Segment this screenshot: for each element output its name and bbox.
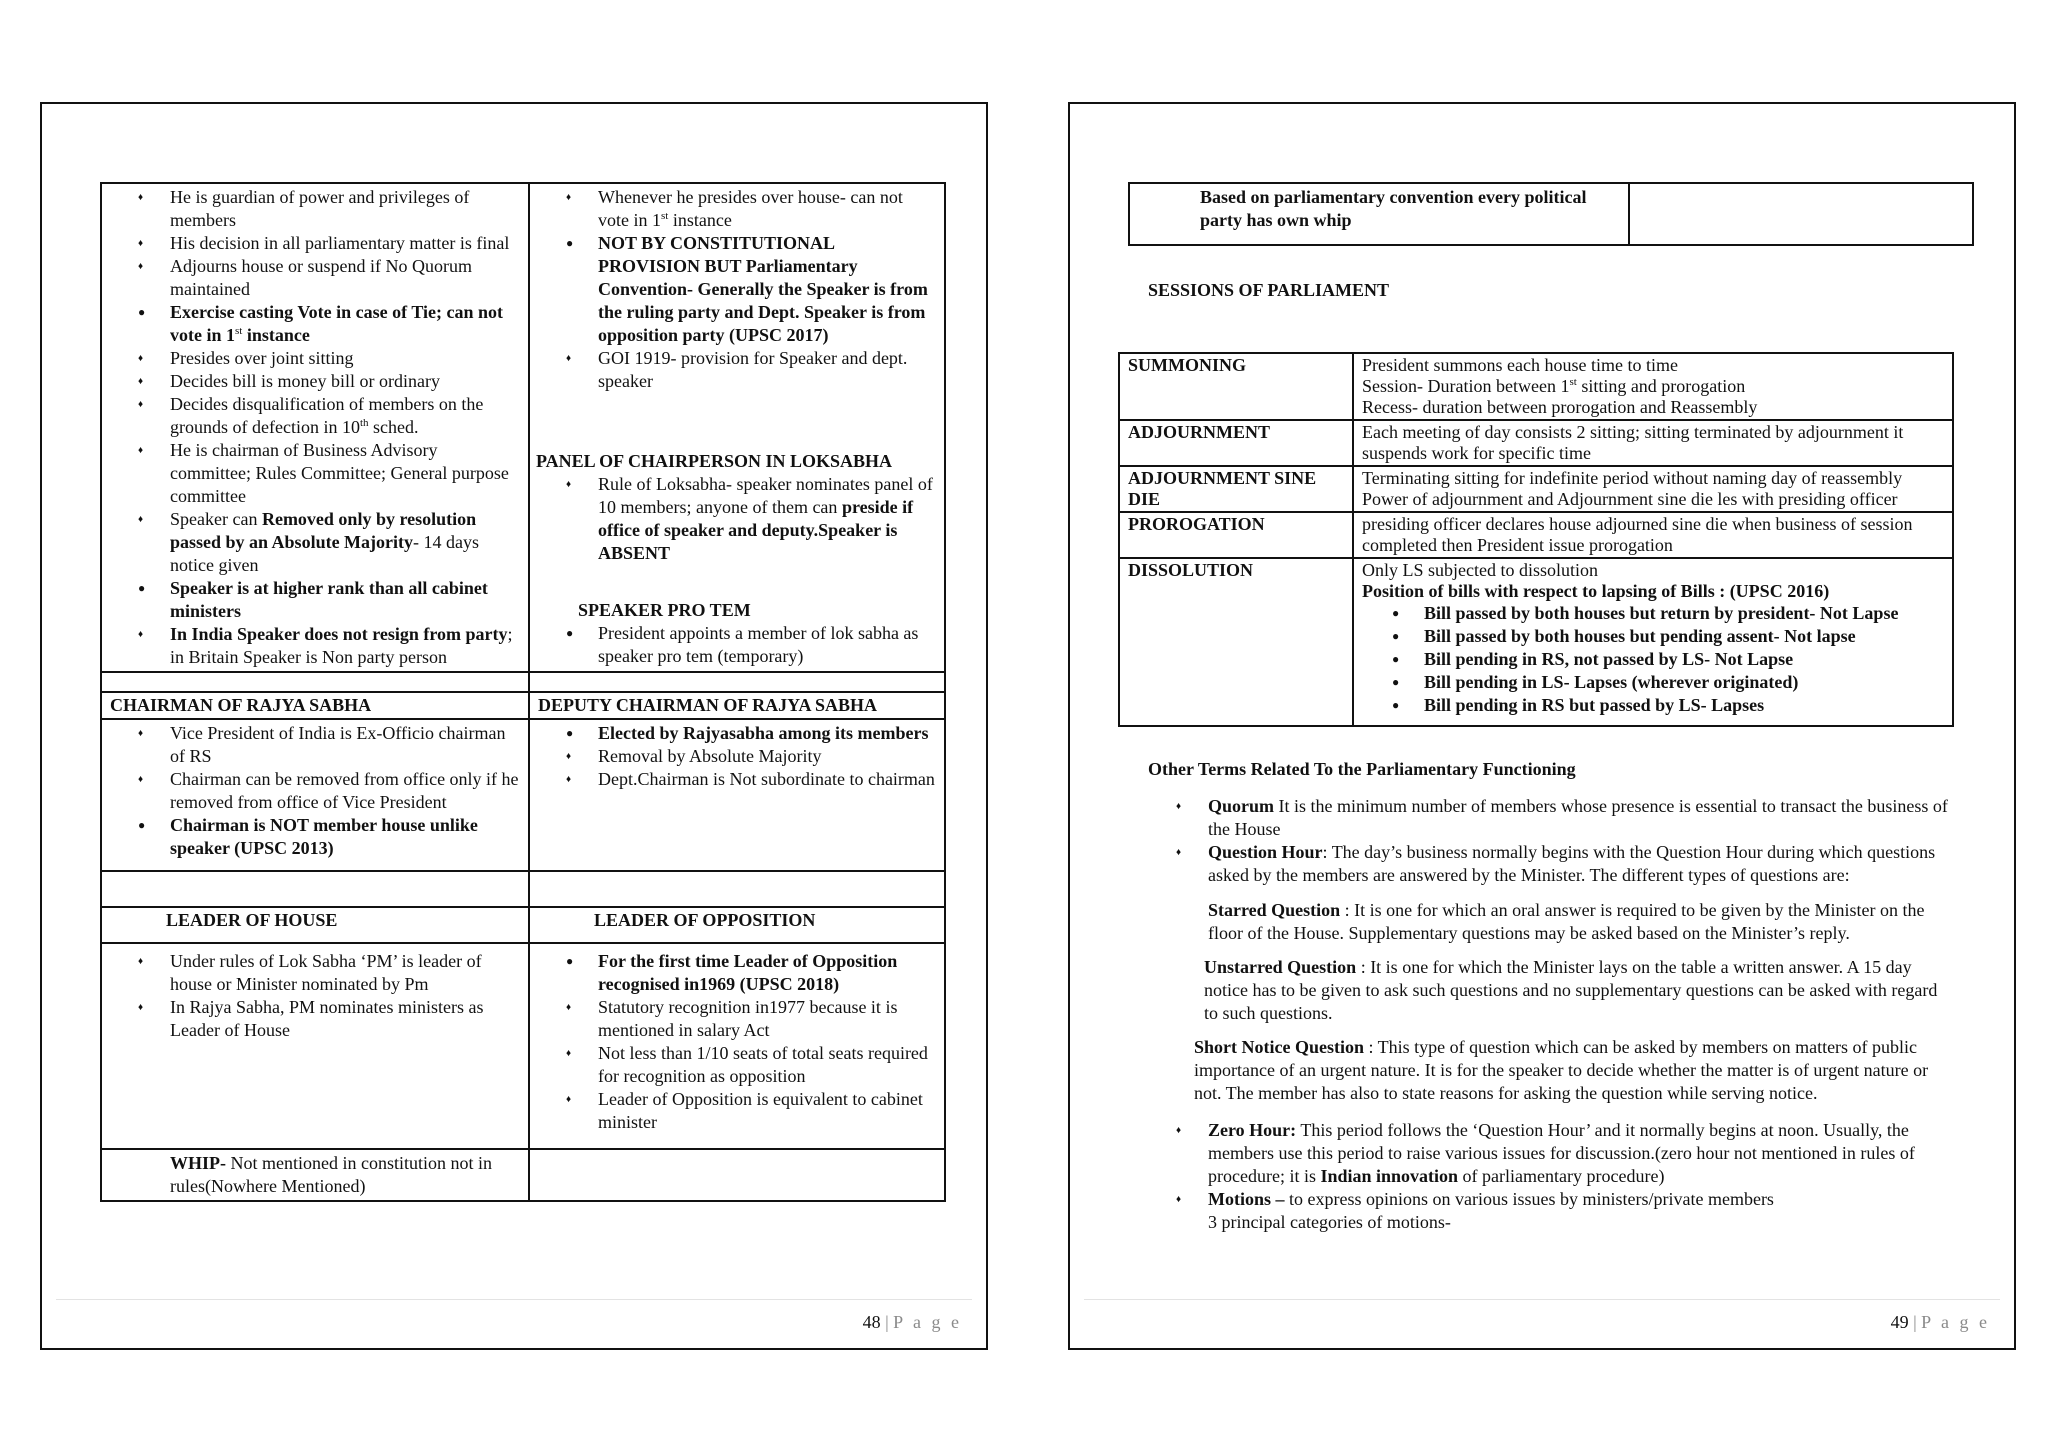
session-description: President summons each house time to time Session- Duration between 1st sitting and prorogation Recess- duration between prorogation and Reassembly <box>1353 353 1953 420</box>
session-term: ADJOURNMENT <box>1119 420 1353 466</box>
list-item: ♦ His decision in all parliamentary matter is final <box>170 232 522 255</box>
leader-of-opposition-cell <box>529 943 945 1149</box>
leader-of-opposition-list <box>536 950 938 1134</box>
list-item: ♦ Zero Hour: This period follows the ‘Question Hour’ and it normally begins at noon. Usually, the members use this period to raise various issues for discussion.(zero hour not mentioned in rules of procedure; it is Indian innovation of parliamentary procedure) <box>1208 1119 1948 1188</box>
list-item: ♦ Decides bill is money bill or ordinary <box>170 370 522 393</box>
list-item: ♦ Rule of Loksabha- speaker nominates panel of 10 members; anyone of them can preside if office of speaker and deputy.Speaker is ABSENT <box>598 473 938 565</box>
list-item: ● Bill pending in RS but passed by LS- Lapses <box>1424 694 1944 717</box>
other-terms-section <box>1148 758 1948 1246</box>
speaker-powers-list <box>108 186 522 669</box>
session-description: Terminating sitting for indefinite period without naming day of reassembly Power of adjournment and Adjournment sine die les with presiding officer <box>1353 466 1953 512</box>
leader-of-house-cell <box>101 943 529 1149</box>
whip-convention-cell: Based on parliamentary convention every political party has own whip <box>1129 183 1629 245</box>
empty-cell <box>101 871 529 907</box>
list-item: ♦ Dept.Chairman is Not subordinate to chairman <box>598 768 938 791</box>
sessions-table <box>1118 352 1954 727</box>
list-item: ● Speaker is at higher rank than all cabinet ministers <box>170 577 522 623</box>
chairman-rs-title: CHAIRMAN OF RAJYA SABHA <box>101 692 529 719</box>
list-item: ♦ Statutory recognition in1977 because it is mentioned in salary Act <box>598 996 938 1042</box>
empty-cell <box>1629 183 1973 245</box>
empty-cell <box>529 1149 945 1201</box>
list-item: ♦ Speaker can Removed only by resolution passed by an Absolute Majority- 14 days notice given <box>170 508 522 577</box>
whip-convention-table <box>1128 182 1974 246</box>
empty-cell <box>101 672 529 692</box>
list-item: ● For the first time Leader of Opposition recognised in1969 (UPSC 2018) <box>598 950 938 996</box>
leader-of-opposition-title: LEADER OF OPPOSITION <box>529 907 945 943</box>
list-item: ♦ In Rajya Sabha, PM nominates ministers as Leader of House <box>170 996 522 1042</box>
list-item: ♦ Not less than 1/10 seats of total seats required for recognition as opposition <box>598 1042 938 1088</box>
list-item: ♦ Under rules of Lok Sabha ‘PM’ is leader of house or Minister nominated by Pm <box>170 950 522 996</box>
empty-cell <box>529 871 945 907</box>
deputy-chairman-rs-cell <box>529 719 945 871</box>
list-item: ● NOT BY CONSTITUTIONAL PROVISION BUT Parliamentary Convention- Generally the Speaker is from the ruling party and Dept. Speaker is from opposition party (UPSC 2017) <box>598 232 938 347</box>
empty-cell <box>529 672 945 692</box>
list-item: ♦ He is chairman of Business Advisory committee; Rules Committee; General purpose committee <box>170 439 522 508</box>
page-number-49: 49 | P a g e <box>1890 1312 1990 1332</box>
list-item: ♦ Removal by Absolute Majority <box>598 745 938 768</box>
list-item: ● Exercise casting Vote in case of Tie; can not vote in 1st instance <box>170 301 522 347</box>
chairman-rs-list <box>108 722 522 860</box>
session-term: ADJOURNMENT SINE DIE <box>1119 466 1353 512</box>
leader-of-house-title: LEADER OF HOUSE <box>101 907 529 943</box>
list-item: ♦ Adjourns house or suspend if No Quorum maintained <box>170 255 522 301</box>
page-number-48: 48 | P a g e <box>862 1312 962 1332</box>
session-term: PROROGATION <box>1119 512 1353 558</box>
other-terms-title: Other Terms Related To the Parliamentary Functioning <box>1148 759 1576 779</box>
list-item: ● President appoints a member of lok sabha as speaker pro tem (temporary) <box>598 622 938 668</box>
deputy-chairman-rs-list <box>536 722 938 791</box>
other-terms-list <box>1148 795 1948 887</box>
footer-divider <box>56 1299 972 1300</box>
list-item: ● Bill pending in RS, not passed by LS- Not Lapse <box>1424 648 1944 671</box>
session-description: Each meeting of day consists 2 sitting; sitting terminated by adjournment it suspends work for specific time <box>1353 420 1953 466</box>
leader-of-house-list <box>108 950 522 1042</box>
sessions-title: SESSIONS OF PARLIAMENT <box>1148 280 1390 300</box>
list-item: ♦ Decides disqualification of members on the grounds of defection in 10th sched. <box>170 393 522 439</box>
list-item: ♦ Leader of Opposition is equivalent to cabinet minister <box>598 1088 938 1134</box>
chairman-rs-cell <box>101 719 529 871</box>
page-48 <box>40 102 988 1350</box>
list-item: ♦ Motions – to express opinions on various issues by ministers/private members 3 principal categories of motions- <box>1208 1188 1948 1234</box>
list-item: ● Bill passed by both houses but pending assent- Not lapse <box>1424 625 1944 648</box>
bill-lapse-list <box>1362 602 1944 717</box>
page-49 <box>1068 102 2016 1350</box>
procedure-list <box>1148 1119 1948 1234</box>
list-item: ● Chairman is NOT member house unlike speaker (UPSC 2013) <box>170 814 522 860</box>
list-item: ● Elected by Rajyasabha among its members <box>598 722 938 745</box>
panel-chairperson-list <box>536 473 938 565</box>
session-description: Only LS subjected to dissolution Position of bills with respect to lapsing of Bills : (UPSC 2016) ● Bill passed by both houses but return by president- Not Lapse ● Bill passed by both houses but pending assent- Not lapse ● Bill pending in RS, not passed by LS- Not Lapse ● Bill pending in LS- Lapses (wherever originated) ● Bill pending in RS but passed by LS- Lapses <box>1353 558 1953 726</box>
deputy-speaker-list <box>536 186 938 393</box>
speaker-powers-cell <box>101 183 529 672</box>
speaker-pro-tem-title: SPEAKER PRO TEM <box>578 600 751 620</box>
list-item: ● Bill passed by both houses but return by president- Not Lapse <box>1424 602 1944 625</box>
starred-question-paragraph: Starred Question : It is one for which an oral answer is required to be given by the Minister on the floor of the House. Supplementary questions may be asked based on the Minister’s reply. <box>1208 900 1925 943</box>
list-item: ♦ Chairman can be removed from office only if he removed from office of Vice President <box>170 768 522 814</box>
list-item: ♦ Quorum It is the minimum number of members whose presence is essential to transact the business of the House <box>1208 795 1948 841</box>
list-item: ♦ He is guardian of power and privileges of members <box>170 186 522 232</box>
whip-text: WHIP- Not mentioned in constitution not in rules(Nowhere Mentioned) <box>170 1153 492 1196</box>
deputy-speaker-cell <box>529 183 945 672</box>
session-term: DISSOLUTION <box>1119 558 1353 726</box>
unstarred-question-paragraph: Unstarred Question : It is one for which the Minister lays on the table a written answer. A 15 day notice has to be given to ask such questions and no supplementary questions can be asked with regard to such questions. <box>1204 957 1938 1023</box>
list-item: ● Bill pending in LS- Lapses (wherever originated) <box>1424 671 1944 694</box>
deputy-chairman-rs-title: DEPUTY CHAIRMAN OF RAJYA SABHA <box>529 692 945 719</box>
panel-chairperson-title: PANEL OF CHAIRPERSON IN LOKSABHA <box>536 451 893 471</box>
list-item: ♦ Whenever he presides over house- can not vote in 1st instance <box>598 186 938 232</box>
speaker-table <box>100 182 946 1202</box>
session-term: SUMMONING <box>1119 353 1353 420</box>
list-item: ♦ GOI 1919- provision for Speaker and dept. speaker <box>598 347 938 393</box>
whip-cell <box>101 1149 529 1201</box>
footer-divider <box>1084 1299 2000 1300</box>
speaker-pro-tem-list <box>536 622 938 668</box>
list-item: ♦ Question Hour: The day’s business normally begins with the Question Hour during which questions asked by the members are answered by the Minister. The different types of questions are: <box>1208 841 1948 887</box>
list-item: ♦ In India Speaker does not resign from party; in Britain Speaker is Non party person <box>170 623 522 669</box>
list-item: ♦ Vice President of India is Ex-Officio chairman of RS <box>170 722 522 768</box>
list-item: ♦ Presides over joint sitting <box>170 347 522 370</box>
session-description: presiding officer declares house adjourned sine die when business of session completed then President issue prorogation <box>1353 512 1953 558</box>
short-notice-question-paragraph: Short Notice Question : This type of question which can be asked by members on matters of public importance of an urgent nature. It is for the speaker to decide whether the matter is of urgent nature or not. The member has also to state reasons for asking the question while serving notice. <box>1194 1037 1929 1103</box>
